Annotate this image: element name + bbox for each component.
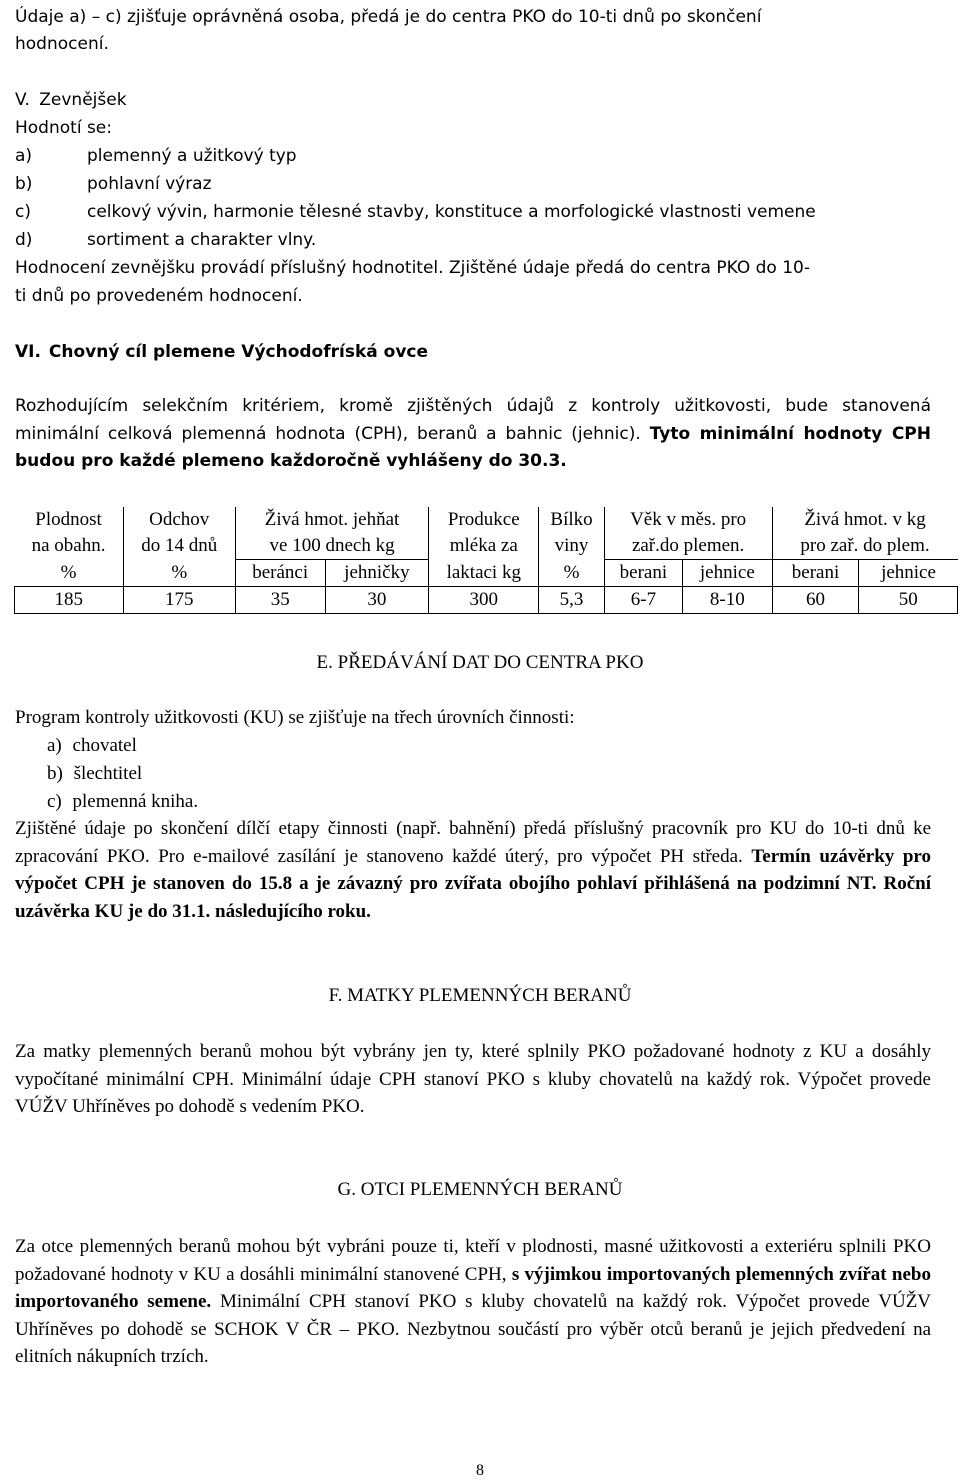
header-cell: na obahn. — [15, 533, 124, 560]
list-marker: a) — [47, 735, 62, 756]
list-marker: b) — [47, 763, 63, 784]
section-g-bold-text: s výjimkou importovaných plemenných zvířat nebo importovaného semene. — [15, 1263, 932, 1312]
header-cell: Věk v měs. pro — [604, 507, 772, 533]
header-cell: Produkce — [429, 507, 539, 533]
table-cell: 185 — [15, 587, 124, 614]
table-row — [15, 587, 958, 614]
section-vi-number: VI. — [15, 342, 41, 362]
section-e-heading: E. PŘEDÁVÁNÍ DAT DO CENTRA PKO — [316, 652, 644, 673]
header-cell: Živá hmot. jehňat — [235, 507, 428, 533]
header-subcell: jehnice — [881, 562, 936, 583]
intro-line-2: hodnocení. — [15, 34, 109, 54]
list-item — [47, 734, 137, 758]
header-cell: % — [123, 560, 235, 587]
table-cell: 5,3 — [539, 587, 604, 614]
list-item-text: šlechtitel — [73, 763, 143, 784]
list-item-text: chovatel — [72, 735, 137, 756]
table-cell: 6-7 — [604, 587, 682, 614]
header-cell: Odchov — [123, 507, 235, 533]
section-g-text-2: Minimální CPH stanoví PKO s kluby chovatelů na každý rok. Výpočet provede VÚŽV Uhříněves po dohodě se SCHOK V ČR – PKO. Nezbytnou součástí pro výběr otců beranů je jejich předvedení na elitních nákupních trzích. — [15, 1291, 932, 1367]
section-vi-bold-text: Tyto minimální hodnoty CPH budou pro každé plemeno každoročně vyhlášeny do 30.3. — [15, 423, 931, 471]
section-vi-heading — [15, 341, 428, 363]
header-cell: Plodnost — [15, 507, 124, 533]
list-marker: a) — [15, 146, 33, 166]
header-cell: % — [539, 560, 604, 587]
table-cell: 175 — [123, 587, 235, 614]
table-cell: 300 — [429, 587, 539, 614]
list-item-text: pohlavní výraz — [87, 174, 212, 194]
header-cell: do 14 dnů — [123, 533, 235, 560]
section-vi-title: Chovný cíl plemene Východofríská ovce — [48, 342, 429, 362]
section-vi-text: Rozhodujícím selekčním kritériem, kromě zjištěných údajů z kontroly užitkovosti, bude stanovená minimální celková plemenná hodnota (CPH), beranů a bahnic (jehnic). — [15, 396, 931, 444]
section-v-title: Zevnějšek — [39, 90, 127, 110]
table-cell: 30 — [325, 587, 429, 614]
section-v-lead: Hodnotí se: — [15, 118, 112, 138]
header-cell: Živá hmot. v kg — [804, 509, 926, 530]
list-marker: d) — [15, 230, 33, 250]
header-subcell: berani — [772, 560, 859, 587]
list-item — [15, 201, 31, 223]
section-vi-paragraph — [15, 393, 931, 476]
section-g-text-1: Za otce plemenných beranů mohou být vybráni pouze ti, kteří v plodnosti, masné užitkovosti a exteriéru splnili PKO požadované hodnoty v KU a dosáhli minimální stanovené CPH, — [15, 1236, 931, 1285]
list-marker: c) — [47, 791, 62, 812]
header-subcell: berani — [604, 560, 682, 587]
header-subcell: jehničky — [325, 560, 429, 587]
list-item — [15, 145, 32, 167]
breeding-goal-table — [14, 507, 958, 614]
list-item — [47, 762, 142, 786]
table-cell: 35 — [235, 587, 325, 614]
header-cell: pro zař. do plem. — [772, 533, 957, 560]
list-item-text: plemenný a užitkový typ — [87, 146, 297, 166]
section-v-number: V. — [15, 90, 30, 110]
table-cell: 60 — [772, 587, 859, 614]
header-cell: viny — [539, 533, 604, 560]
section-f-heading: F. MATKY PLEMENNÝCH BERANŮ — [328, 985, 632, 1006]
section-v-heading — [15, 89, 127, 111]
section-v-para-line-1: Hodnocení zevnějšku provádí příslušný hodnotitel. Zjištěné údaje předá do centra PKO do 10- — [15, 258, 810, 278]
header-cell: ve 100 dnech kg — [235, 533, 428, 560]
page-number: 8 — [476, 1462, 484, 1479]
header-cell: laktaci kg — [429, 560, 539, 587]
section-e-paragraph — [15, 815, 931, 925]
list-item — [47, 790, 198, 814]
list-item-text: plemenná kniha. — [72, 791, 199, 812]
table-cell: 50 — [859, 587, 958, 614]
section-f-paragraph: Za matky plemenných beranů mohou být vybrány jen ty, které splnily PKO požadované hodnoty z KU a dosáhly vypočítané minimální CPH. Minimální údaje CPH stanoví PKO s kluby chovatelů na každý rok. Výpočet provede VÚŽV Uhříněves po dohodě s vedením PKO. — [15, 1041, 931, 1117]
section-v-para-line-2: ti dnů po provedeném hodnocení. — [15, 286, 303, 306]
header-cell: Bílko — [539, 507, 604, 533]
list-item — [15, 229, 32, 251]
section-g-paragraph — [15, 1233, 931, 1371]
section-e-bold-text: Termín uzávěrky pro výpočet CPH je stanoven do 15.8 a je závazný pro zvířata obojího pohlaví přihlášená na podzimní NT. Roční uzávěrka KU je do 31.1. následujícího roku. — [15, 845, 932, 922]
list-item-text: celkový vývin, harmonie tělesné stavby, konstituce a morfologické vlastnosti vemene — [87, 202, 816, 222]
table-cell: 8-10 — [683, 587, 772, 614]
header-cell: % — [15, 560, 124, 587]
list-marker: b) — [15, 174, 33, 194]
header-subcell: jehnice — [683, 560, 772, 587]
section-e-lead: Program kontroly užitkovosti (KU) se zjišťuje na třech úrovních činnosti: — [15, 707, 575, 728]
intro-line-1: Údaje a) – c) zjišťuje oprávněná osoba, předá je do centra PKO do 10-ti dnů po skončení — [15, 7, 762, 27]
list-item-text: sortiment a charakter vlny. — [87, 230, 317, 250]
list-item — [15, 173, 32, 195]
header-subcell: beránci — [235, 560, 325, 587]
section-e-text: Zjištěné údaje po skončení dílčí etapy činnosti (např. bahnění) předá příslušný pracovník pro KU do 10-ti dnů ke zpracování PKO. Pro e-mailové zasílání je stanoveno každé úterý, pro výpočet PH středa. — [15, 818, 931, 867]
header-cell: mléka za — [429, 533, 539, 560]
header-cell: zař.do plemen. — [604, 533, 772, 560]
section-g-heading: G. OTCI PLEMENNÝCH BERANŮ — [337, 1179, 623, 1200]
list-marker: c) — [15, 202, 31, 222]
